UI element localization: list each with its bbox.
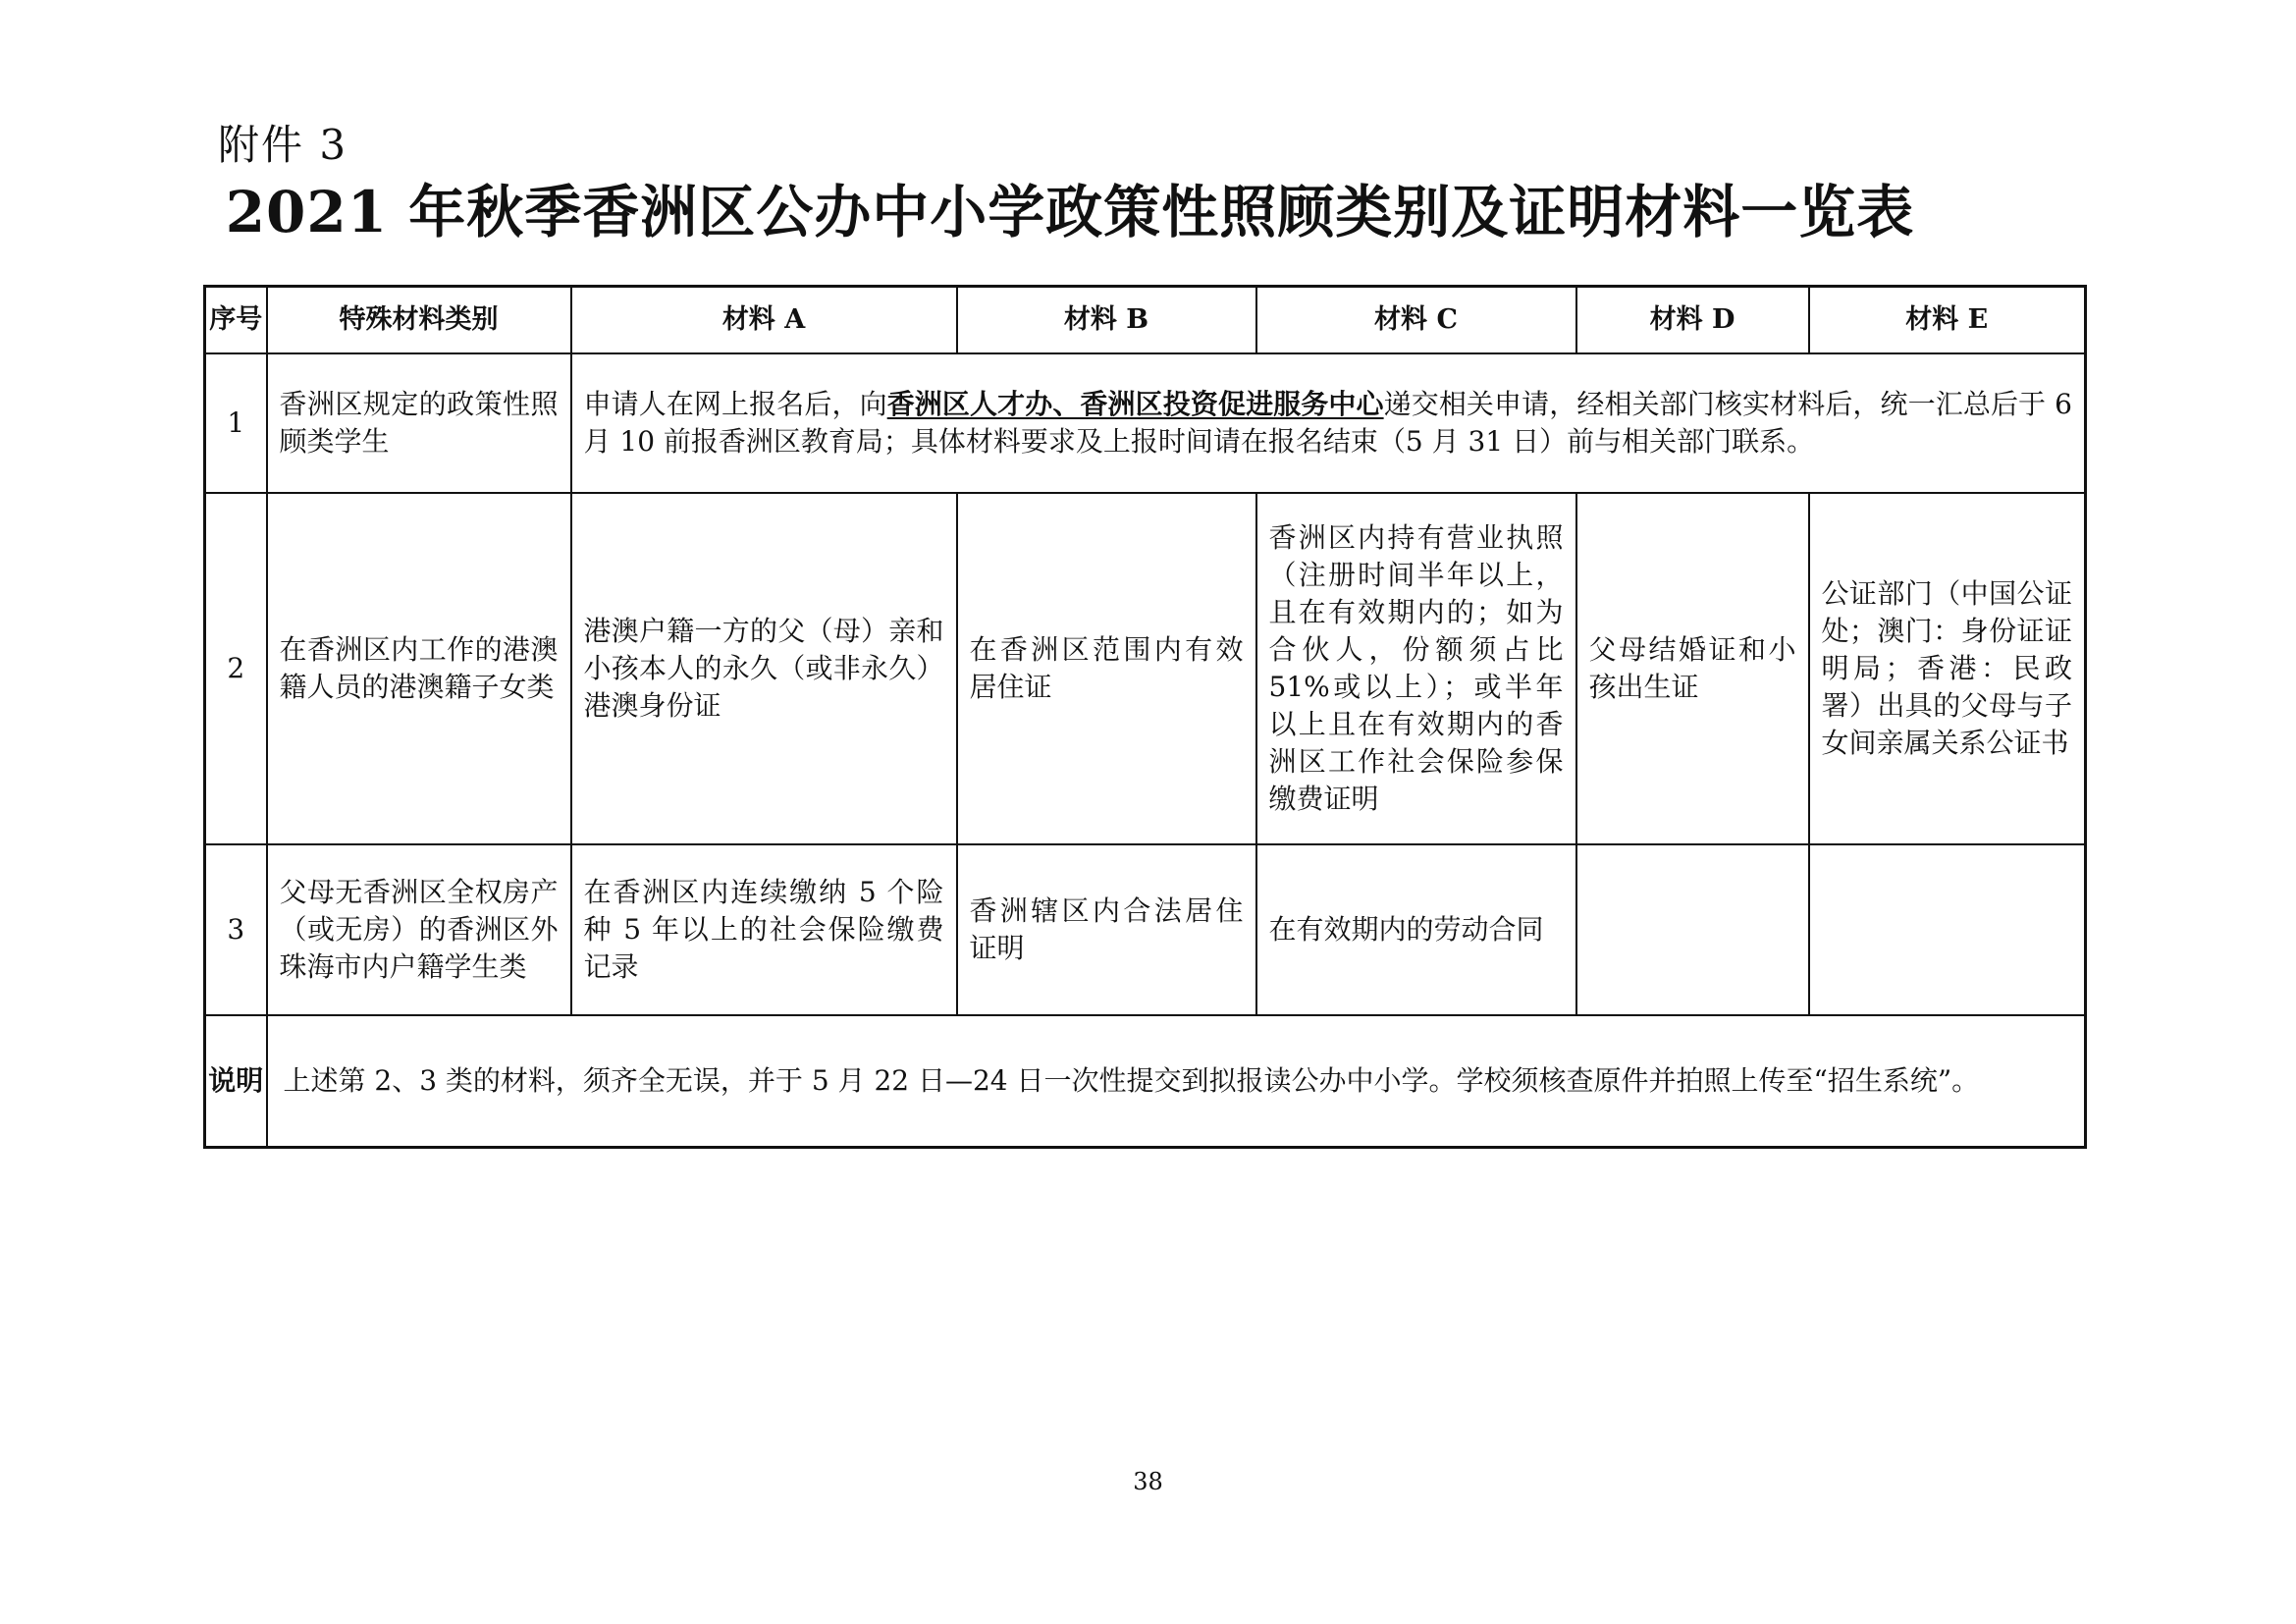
row-merged-materials (571, 353, 2086, 493)
row-material-e: 公证部门（中国公证处；澳门：身份证证明局；香港：民政署）出具的父母与子女间亲属关系公证书 (1809, 493, 2086, 844)
attachment-label: 附件 3 (218, 121, 348, 169)
row-seq: 2 (205, 493, 267, 844)
table-row (205, 844, 2086, 1015)
merged-text-emphasis: 香洲区人才办、香洲区投资促进服务中心 (886, 388, 1384, 420)
header-material-d: 材料 D (1576, 287, 1809, 354)
row-category: 香洲区规定的政策性照顾类学生 (267, 353, 571, 493)
table-row (205, 493, 2086, 844)
row-material-b: 在香洲区范围内有效居住证 (957, 493, 1256, 844)
header-material-c: 材料 C (1256, 287, 1576, 354)
header-material-a: 材料 A (571, 287, 957, 354)
note-label: 说明 (205, 1015, 267, 1148)
merged-text-pre: 申请人在网上报名后，向 (583, 388, 887, 420)
row-material-a: 港澳户籍一方的父（母）亲和小孩本人的永久（或非永久）港澳身份证 (571, 493, 957, 844)
page-number: 38 (1133, 1468, 1163, 1495)
header-material-b: 材料 B (957, 287, 1256, 354)
table-row (205, 353, 2086, 493)
row-material-e (1809, 844, 2086, 1015)
row-material-d (1576, 844, 1809, 1015)
row-material-c: 在有效期内的劳动合同 (1256, 844, 1576, 1015)
header-seq: 序号 (205, 287, 267, 354)
header-category: 特殊材料类别 (267, 287, 571, 354)
policy-materials-table (203, 285, 2087, 1149)
table-header-row (205, 287, 2086, 354)
note-text: 上述第 2、3 类的材料，须齐全无误，并于 5 月 22 日—24 日一次性提交到拟报读公办中小学。学校须核查原件并拍照上传至“招生系统”。 (267, 1015, 2086, 1148)
row-category: 在香洲区内工作的港澳籍人员的港澳籍子女类 (267, 493, 571, 844)
row-seq: 1 (205, 353, 267, 493)
merged-text-post: 递交相关申请，经相关部门核实材料后，统一汇总后于 6 月 10 前报香洲区教育局；具体材料要求及上报时间请在报名结束（5 月 31 日）前与相关部门联系。 (583, 388, 2072, 458)
table-note-row (205, 1015, 2086, 1148)
row-material-a: 在香洲区内连续缴纳 5 个险种 5 年以上的社会保险缴费记录 (571, 844, 957, 1015)
page-title: 2021 年秋季香洲区公办中小学政策性照顾类别及证明材料一览表 (225, 179, 1915, 245)
row-material-c: 香洲区内持有营业执照（注册时间半年以上，且在有效期内的；如为合伙人，份额须占比 51%或以上）；或半年以上且在有效期内的香洲区工作社会保险参保缴费证明 (1256, 493, 1576, 844)
row-material-d: 父母结婚证和小孩出生证 (1576, 493, 1809, 844)
row-seq: 3 (205, 844, 267, 1015)
row-category: 父母无香洲区全权房产（或无房）的香洲区外珠海市内户籍学生类 (267, 844, 571, 1015)
row-material-b: 香洲辖区内合法居住证明 (957, 844, 1256, 1015)
header-material-e: 材料 E (1809, 287, 2086, 354)
